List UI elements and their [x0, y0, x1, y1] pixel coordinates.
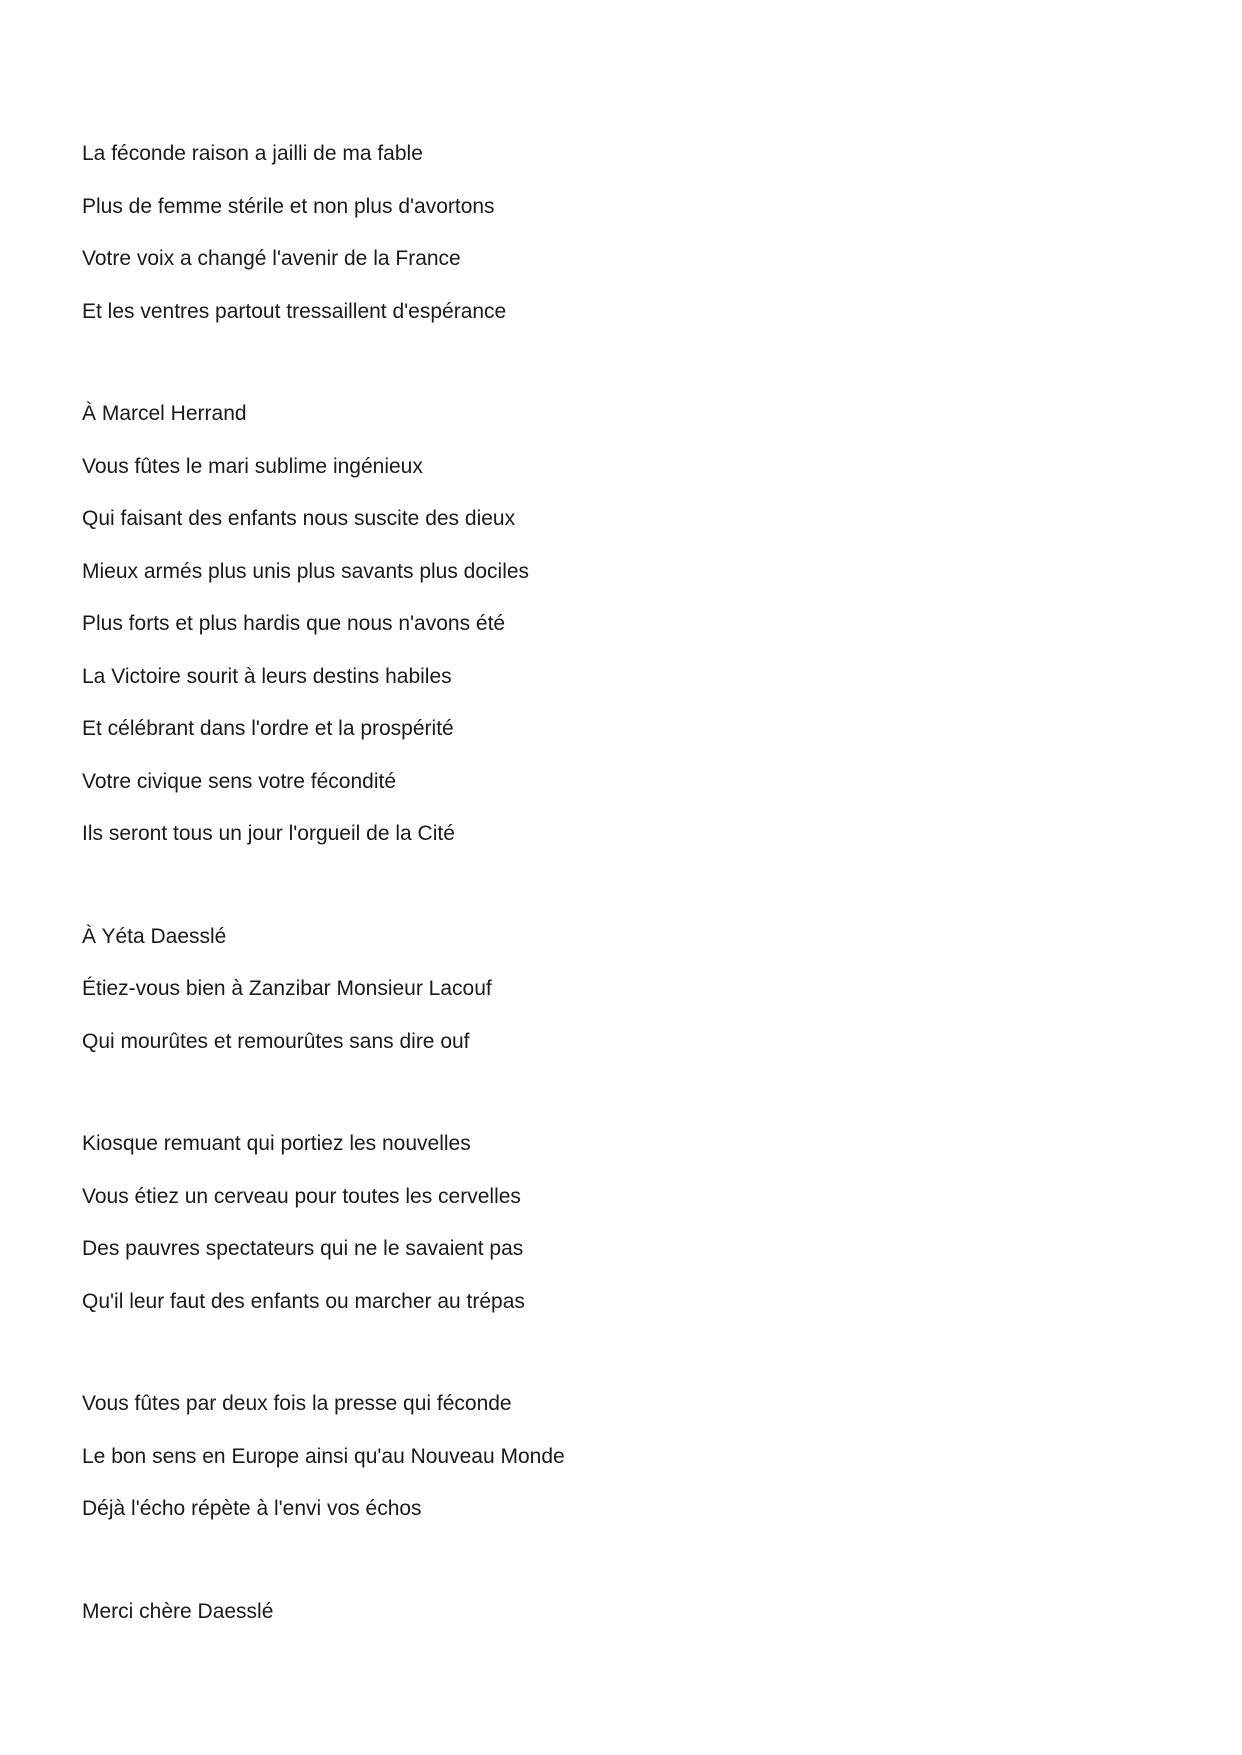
stanza-6: [82, 1586, 1162, 1639]
verse-line: Et célébrant dans l'ordre et la prospérité: [82, 717, 454, 740]
stanza-4: [82, 1118, 1162, 1328]
verse-line: Mieux armés plus unis plus savants plus dociles: [82, 559, 530, 583]
stanza-5: [82, 1378, 1162, 1536]
dedication-heading: À Yéta Daesslé: [82, 924, 227, 948]
verse-line: Vous fûtes le mari sublime ingénieux: [82, 454, 423, 478]
verse-line: Vous fûtes par deux fois la presse qui féconde: [82, 1392, 512, 1415]
verse-line: Plus de femme stérile et non plus d'avortons: [82, 194, 495, 218]
verse-line: La féconde raison a jailli de ma fable: [82, 142, 423, 165]
verse-line: Kiosque remuant qui portiez les nouvelles: [82, 1132, 471, 1155]
verse-line: Ils seront tous un jour l'orgueil de la Cité: [82, 822, 455, 845]
stanza-1: [82, 128, 1162, 338]
verse-line: Des pauvres spectateurs qui ne le savaient pas: [82, 1237, 524, 1260]
verse-line: Étiez-vous bien à Zanzibar Monsieur Lacouf: [82, 977, 492, 1000]
poem-text: [82, 128, 1162, 1688]
verse-line: Plus forts et plus hardis que nous n'avons été: [82, 612, 506, 635]
closing-line: Merci chère Daesslé: [82, 1599, 274, 1623]
verse-line: Qu'il leur faut des enfants ou marcher au trépas: [82, 1289, 525, 1313]
dedication-heading: À Marcel Herrand: [82, 402, 247, 425]
stanza-2: [82, 388, 1162, 861]
verse-line: La Victoire sourit à leurs destins habiles: [82, 664, 452, 688]
verse-line: Déjà l'écho répète à l'envi vos échos: [82, 1497, 422, 1520]
verse-line: Le bon sens en Europe ainsi qu'au Nouveau Monde: [82, 1444, 565, 1468]
stanza-3: [82, 911, 1162, 1069]
verse-line: Votre civique sens votre fécondité: [82, 769, 397, 793]
verse-line: Qui mourûtes et remourûtes sans dire ouf: [82, 1029, 470, 1053]
verse-line: Vous étiez un cerveau pour toutes les cervelles: [82, 1184, 521, 1208]
verse-line: Votre voix a changé l'avenir de la France: [82, 247, 461, 270]
verse-line: Et les ventres partout tressaillent d'espérance: [82, 299, 507, 323]
verse-line: Qui faisant des enfants nous suscite des dieux: [82, 507, 516, 530]
